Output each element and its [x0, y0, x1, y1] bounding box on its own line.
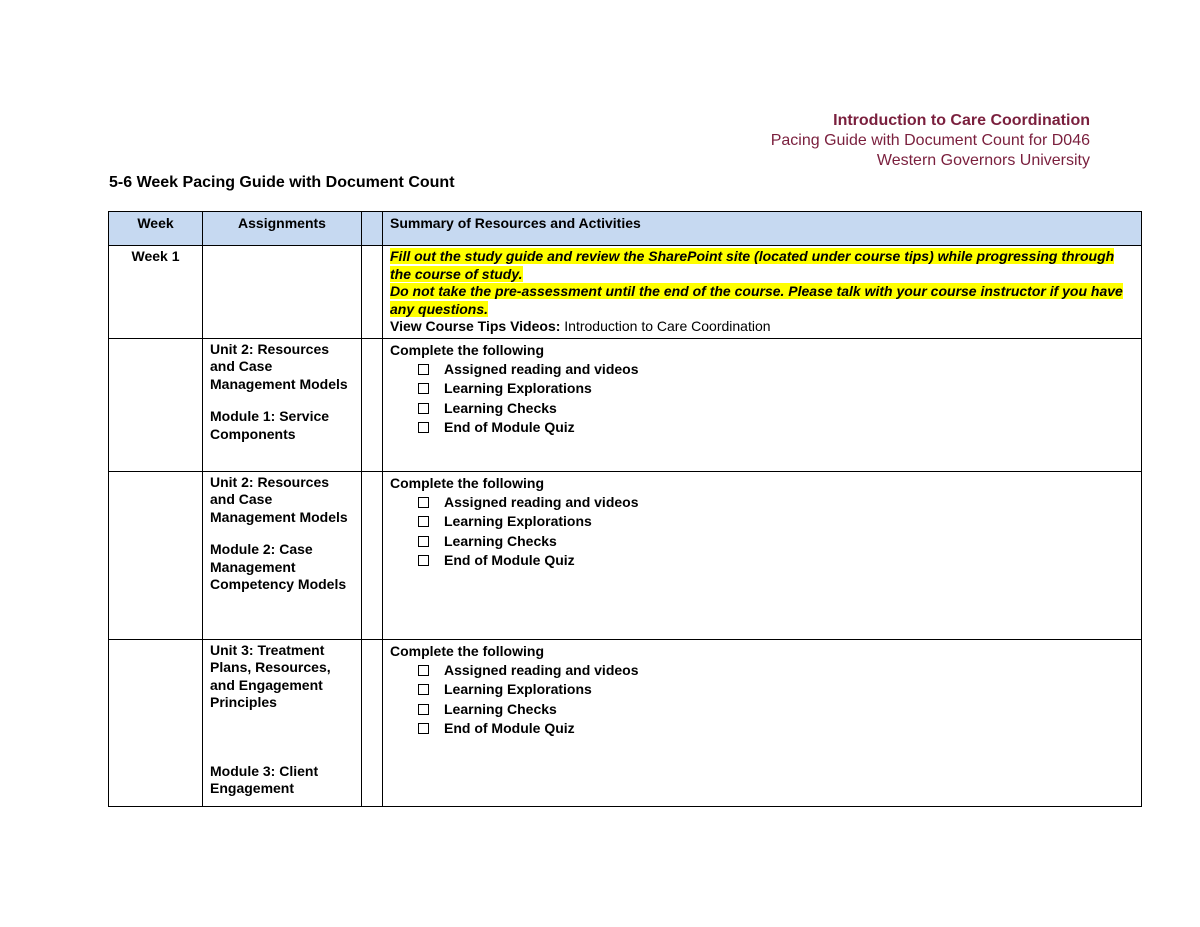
- checkbox-icon: [418, 403, 429, 414]
- list-item: Learning Explorations: [418, 379, 1134, 399]
- week-label: Week 1: [109, 246, 203, 339]
- table-row: [109, 338, 1142, 471]
- checkbox-icon: [418, 704, 429, 715]
- task-list: [390, 661, 1134, 739]
- table-header-row: [109, 212, 1142, 246]
- complete-heading: Complete the following: [390, 642, 544, 659]
- pacing-table: [108, 211, 1142, 807]
- unit-label: Unit 2: Resources and Case Management Models: [210, 473, 348, 525]
- list-item: Learning Checks: [418, 700, 1134, 720]
- spacer-cell: [362, 471, 383, 639]
- checkbox-icon: [418, 536, 429, 547]
- checkbox-icon: [418, 383, 429, 394]
- list-item: End of Module Quiz: [418, 551, 1134, 571]
- course-tips-label: View Course Tips Videos:: [390, 318, 561, 334]
- institution-name: Western Governors University: [876, 152, 1090, 169]
- module-label: Module 2: Case Management Competency Models: [210, 541, 347, 592]
- guide-subtitle: Pacing Guide with Document Count for D046: [770, 132, 1090, 149]
- column-header-assignments: Assignments: [203, 212, 362, 246]
- table-row: [109, 471, 1142, 639]
- week-cell: [109, 338, 203, 471]
- complete-heading: Complete the following: [390, 341, 544, 358]
- list-item: Assigned reading and videos: [418, 661, 1134, 681]
- document-header: [771, 111, 1090, 171]
- spacer-cell: [362, 338, 383, 471]
- assignment-cell: [203, 246, 362, 339]
- checkbox-icon: [418, 723, 429, 734]
- unit-label: Unit 2: Resources and Case Management Models: [210, 340, 348, 392]
- summary-cell: [383, 471, 1142, 639]
- study-guide-instruction: Fill out the study guide and review the SharePoint site (located under course tips) while progressing through the course of study.: [390, 248, 1115, 282]
- list-item: End of Module Quiz: [418, 418, 1134, 438]
- checkbox-icon: [418, 684, 429, 695]
- list-item: Learning Checks: [418, 532, 1134, 552]
- page-title: 5-6 Week Pacing Guide with Document Count: [109, 174, 455, 191]
- assignment-cell: [203, 639, 362, 806]
- list-item: Assigned reading and videos: [418, 360, 1134, 380]
- column-header-spacer: [362, 212, 383, 246]
- list-item: Learning Explorations: [418, 512, 1134, 532]
- list-item: End of Module Quiz: [418, 719, 1134, 739]
- spacer-cell: [362, 246, 383, 339]
- column-header-summary: Summary of Resources and Activities: [383, 212, 1142, 246]
- summary-cell: [383, 246, 1142, 339]
- course-title: Introduction to Care Coordination: [833, 112, 1090, 129]
- module-label: Module 1: Service Components: [210, 408, 330, 442]
- checkbox-icon: [418, 422, 429, 433]
- checkbox-icon: [418, 364, 429, 375]
- summary-cell: [383, 639, 1142, 806]
- column-header-week: Week: [109, 212, 203, 246]
- module-label: Module 3: Client Engagement: [210, 762, 319, 796]
- complete-heading: Complete the following: [390, 474, 544, 491]
- spacer-cell: [362, 639, 383, 806]
- course-tips-value: Introduction to Care Coordination: [564, 318, 771, 334]
- table-row-week1: [109, 246, 1142, 339]
- pre-assessment-instruction: Do not take the pre-assessment until the end of the course. Please talk with your course instructor if you have any questions.: [390, 283, 1123, 317]
- list-item: Learning Explorations: [418, 680, 1134, 700]
- list-item: Assigned reading and videos: [418, 493, 1134, 513]
- list-item: Learning Checks: [418, 399, 1134, 419]
- checkbox-icon: [418, 665, 429, 676]
- checkbox-icon: [418, 555, 429, 566]
- week-cell: [109, 639, 203, 806]
- checkbox-icon: [418, 497, 429, 508]
- checkbox-icon: [418, 516, 429, 527]
- summary-cell: [383, 338, 1142, 471]
- assignment-cell: [203, 471, 362, 639]
- unit-label: Unit 3: Treatment Plans, Resources, and Engagement Principles: [210, 641, 331, 710]
- task-list: [390, 493, 1134, 571]
- assignment-cell: [203, 338, 362, 471]
- table-row: [109, 639, 1142, 806]
- task-list: [390, 360, 1134, 438]
- week-cell: [109, 471, 203, 639]
